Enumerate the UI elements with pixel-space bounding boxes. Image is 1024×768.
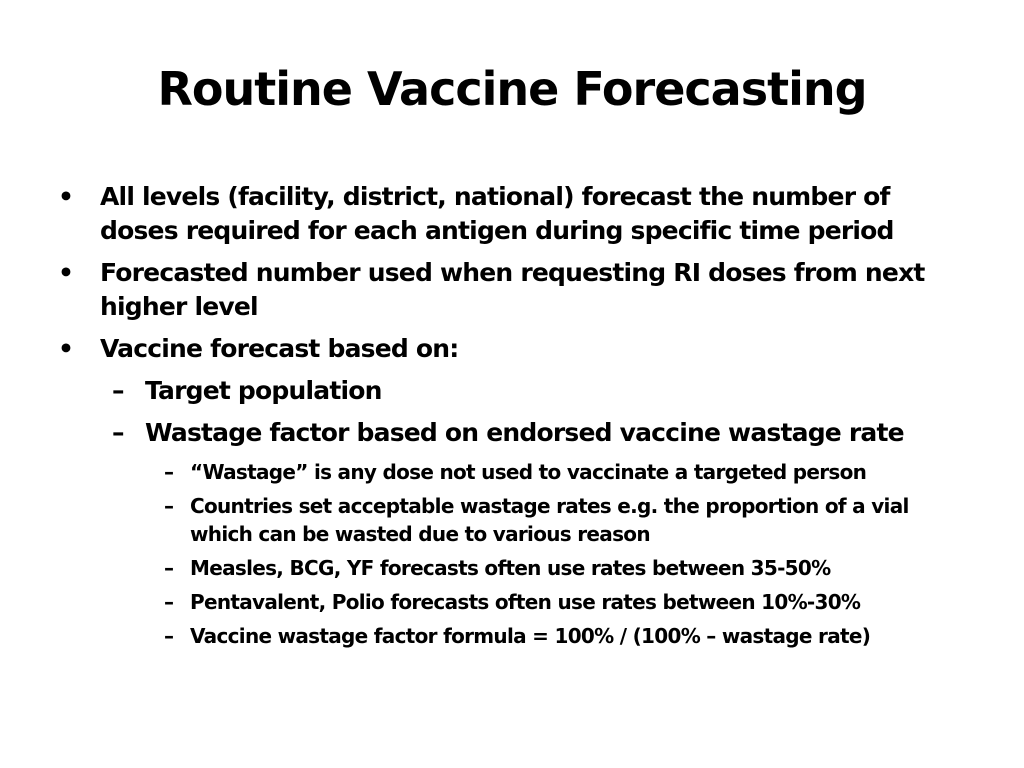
- sub-sub-bullet-item: [56, 588, 956, 616]
- sub-bullet-text: Wastage factor based on endorsed vaccine wastage rate: [145, 418, 904, 447]
- dash-marker: –: [164, 460, 174, 484]
- sub-sub-bullet-text: Pentavalent, Polio forecasts often use rates between 10%-30%: [190, 590, 861, 614]
- sub-sub-bullet-text: Measles, BCG, YF forecasts often use rates between 35-50%: [190, 556, 831, 580]
- bullet-item: [56, 332, 956, 366]
- bullet-marker: •: [58, 258, 74, 287]
- bullet-marker: •: [58, 334, 74, 363]
- sub-sub-bullet-item: [56, 492, 956, 548]
- bullet-text: Vaccine forecast based on:: [100, 334, 459, 363]
- bullet-text: All levels (facility, district, national) forecast the number of doses required for each antigen during specific time period: [100, 182, 894, 245]
- sub-sub-bullet-item: [56, 622, 956, 650]
- dash-marker: –: [164, 624, 174, 648]
- sub-sub-bullet-text: “Wastage” is any dose not used to vaccinate a targeted person: [190, 460, 867, 484]
- sub-sub-bullet-item: [56, 554, 956, 582]
- sub-bullet-item: [56, 374, 956, 408]
- sub-bullet-text: Target population: [145, 376, 382, 405]
- sub-bullet-item: [56, 416, 956, 450]
- bullet-item: [56, 180, 956, 248]
- slide-body: [56, 180, 956, 656]
- sub-sub-bullet-item: [56, 458, 956, 486]
- bullet-marker: •: [58, 182, 74, 211]
- sub-sub-bullet-text: Vaccine wastage factor formula = 100% / (100% – wastage rate): [190, 624, 871, 648]
- dash-marker: –: [164, 590, 174, 614]
- dash-marker: –: [112, 418, 124, 447]
- dash-marker: –: [112, 376, 124, 405]
- sub-sub-bullet-text: Countries set acceptable wastage rates e.g. the proportion of a vial which can be wasted due to various reason: [190, 494, 909, 546]
- slide-title: Routine Vaccine Forecasting: [157, 62, 867, 116]
- bullet-text: Forecasted number used when requesting RI doses from next higher level: [100, 258, 925, 321]
- bullet-item: [56, 256, 956, 324]
- dash-marker: –: [164, 494, 174, 518]
- dash-marker: –: [164, 556, 174, 580]
